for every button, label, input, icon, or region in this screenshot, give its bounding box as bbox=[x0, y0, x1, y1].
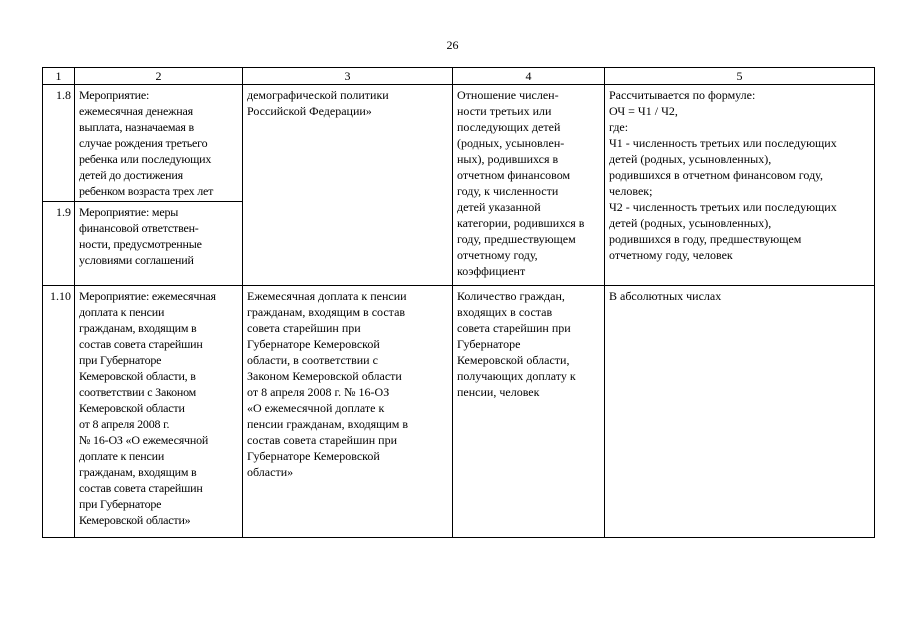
column-header: 1 bbox=[43, 68, 75, 85]
indicators-table bbox=[42, 67, 875, 538]
page-number: 26 bbox=[446, 38, 459, 52]
indicator-cell: Отношение числен- ности третьих или последующих детей (родных, усыновлен- ных), родившихся в отчетном финансовом году, к численности детей указанной категории, родившихся в году, предшествующем отчетному году, коэффициент bbox=[453, 85, 605, 286]
table-row bbox=[43, 85, 875, 202]
indicator-cell: Количество граждан, входящих в состав совета старейшин при Губернаторе Кемеровской области, получающих доплату к пенсии, человек bbox=[453, 286, 605, 538]
method-cell: Рассчитывается по формуле: ОЧ = Ч1 / Ч2, где: Ч1 - численность третьих или последующих детей (родных, усыновленных), родившихся в отчетном финансовом году, человек; Ч2 - численность третьих или последующих детей (родных, усыновленных), родившихся в году, предшествующем отчетному году, человек bbox=[605, 85, 875, 286]
column-header: 2 bbox=[75, 68, 243, 85]
column-header: 4 bbox=[453, 68, 605, 85]
column-header: 3 bbox=[243, 68, 453, 85]
table-row bbox=[43, 286, 875, 538]
event-cell: Мероприятие: ежемесячная денежная выплата, назначаемая в случае рождения третьего ребенка или последующих детей до достижения ребенком возраста трех лет bbox=[75, 85, 243, 202]
row-number: 1.9 bbox=[43, 202, 75, 286]
method-cell: В абсолютных числах bbox=[605, 286, 875, 538]
table-header-row bbox=[43, 68, 875, 85]
column-header: 5 bbox=[605, 68, 875, 85]
row-number: 1.10 bbox=[43, 286, 75, 538]
basis-cell: Ежемесячная доплата к пенсии гражданам, входящим в состав совета старейшин при Губернаторе Кемеровской области, в соответствии с Законом Кемеровской области от 8 апреля 2008 г. № 16-ОЗ «О ежемесячной доплате к пенсии гражданам, входящим в состав совета старейшин при Губернаторе Кемеровской области» bbox=[243, 286, 453, 538]
basis-cell: демографической политики Российской Федерации» bbox=[243, 85, 453, 286]
event-cell: Мероприятие: ежемесячная доплата к пенсии гражданам, входящим в состав совета старейшин при Губернаторе Кемеровской области, в соответствии с Законом Кемеровской области от 8 апреля 2008 г. № 16-ОЗ «О ежемесячной доплате к пенсии гражданам, входящим в состав совета старейшин при Губернаторе Кемеровской области» bbox=[75, 286, 243, 538]
row-number: 1.8 bbox=[43, 85, 75, 202]
event-cell: Мероприятие: меры финансовой ответствен- ности, предусмотренные условиями соглашений bbox=[75, 202, 243, 286]
